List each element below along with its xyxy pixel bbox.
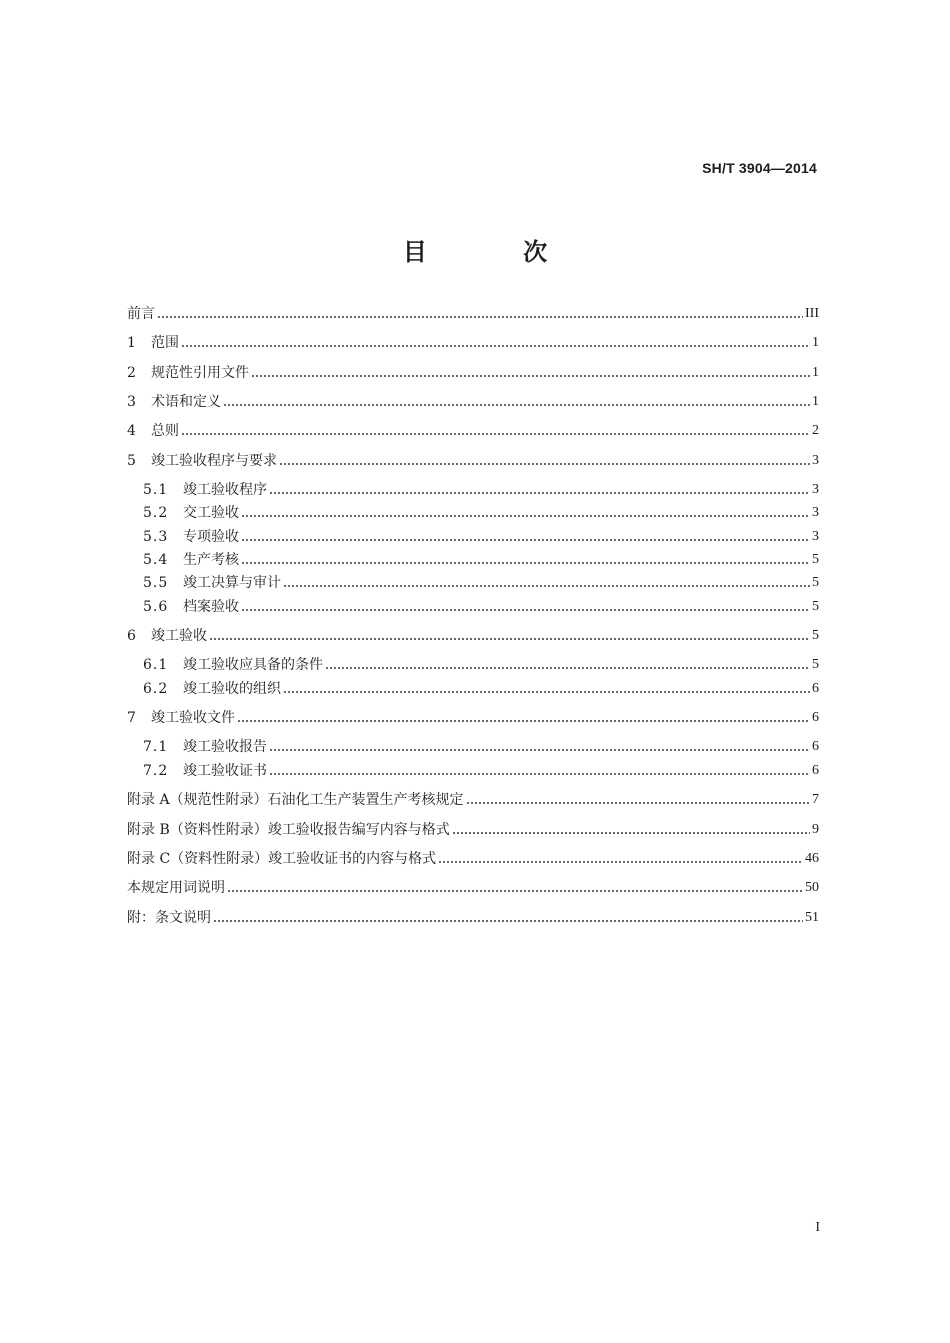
toc-entry-label: 档案验收 <box>183 599 239 615</box>
toc-entry-5-2[interactable] <box>143 501 819 525</box>
toc-entry-number: 1 <box>127 335 136 351</box>
toc-entry-page: 5 <box>812 599 819 614</box>
toc-entry-page: 6 <box>812 739 819 754</box>
leader-dots <box>213 920 803 922</box>
toc-entry-label: 规范性引用文件 <box>151 365 249 381</box>
toc-entry-label: 术语和定义 <box>151 394 221 410</box>
toc-entry-number: 3 <box>127 394 136 410</box>
toc-entry-page: 7 <box>812 792 819 807</box>
toc-entry-number: 7.2 <box>143 763 169 779</box>
toc-entry-5-3[interactable] <box>143 525 819 549</box>
toc-entry-label: 附录 A（规范性附录）石油化工生产装置生产考核规定 <box>127 792 464 808</box>
toc-entry-page: 3 <box>812 505 819 520</box>
toc-entry-label: 竣工验收 <box>151 628 207 644</box>
page-number: I <box>815 1220 820 1235</box>
toc-entry-2[interactable] <box>127 361 819 385</box>
toc-entry-page: 3 <box>812 529 819 544</box>
toc-entry-number: 5.3 <box>143 529 169 545</box>
toc-entry-5-5[interactable] <box>143 571 819 595</box>
toc-entry-label: 竣工验收文件 <box>151 710 235 726</box>
toc-entry-number: 5.2 <box>143 505 169 521</box>
leader-dots <box>466 802 810 804</box>
leader-dots <box>283 585 810 587</box>
toc-entry-label: 竣工验收程序 <box>183 482 267 498</box>
leader-dots <box>237 720 810 722</box>
toc-entry-page: 6 <box>812 763 819 778</box>
toc-entry-5-4[interactable] <box>143 548 819 572</box>
toc-entry-label: 竣工验收的组织 <box>183 681 281 697</box>
toc-entry-label: 生产考核 <box>183 552 239 568</box>
toc-entry-number: 5.5 <box>143 575 169 591</box>
toc-entry-page: 9 <box>812 822 819 837</box>
toc-entry-label: 范围 <box>151 335 179 351</box>
toc-entry-foreword[interactable] <box>127 302 819 326</box>
toc-entry-page: III <box>805 306 819 321</box>
toc-entry-5-6[interactable] <box>143 595 819 619</box>
leader-dots <box>279 463 810 465</box>
toc-entry-number: 5 <box>127 453 136 469</box>
toc-entry-label: 竣工验收程序与要求 <box>151 453 277 469</box>
toc-entry-page: 5 <box>812 628 819 643</box>
toc-entry-label: 竣工决算与审计 <box>183 575 281 591</box>
leader-dots <box>269 492 810 494</box>
toc-entry-annex-c[interactable] <box>127 847 819 871</box>
toc-entry-label: 竣工验收报告 <box>183 739 267 755</box>
toc-entry-label: 前言 <box>127 306 155 322</box>
toc-entry-page: 1 <box>812 394 819 409</box>
leader-dots <box>181 433 810 435</box>
toc-entry-number: 4 <box>127 423 136 439</box>
toc-entry-page: 5 <box>812 657 819 672</box>
toc-entry-1[interactable] <box>127 331 819 355</box>
toc-entry-number: 2 <box>127 365 136 381</box>
page-title: 目 次 <box>402 238 592 266</box>
toc-entry-4[interactable] <box>127 419 819 443</box>
toc-entry-number: 6 <box>127 628 136 644</box>
leader-dots <box>269 749 810 751</box>
toc-entry-page: 5 <box>812 552 819 567</box>
leader-dots <box>181 345 810 347</box>
toc-entry-page: 1 <box>812 335 819 350</box>
leader-dots <box>452 832 810 834</box>
toc-entry-7-2[interactable] <box>143 759 819 783</box>
toc-entry-label: 竣工验收应具备的条件 <box>183 657 323 673</box>
toc-entry-page: 51 <box>805 910 819 925</box>
toc-entry-6-2[interactable] <box>143 677 819 701</box>
toc-entry-label: 交工验收 <box>183 505 239 521</box>
leader-dots <box>269 773 810 775</box>
toc-entry-annex-b[interactable] <box>127 818 819 842</box>
toc-entry-page: 1 <box>812 365 819 380</box>
leader-dots <box>241 609 810 611</box>
toc-entry-7[interactable] <box>127 706 819 730</box>
leader-dots <box>227 890 803 892</box>
leader-dots <box>438 861 803 863</box>
toc-entry-page: 6 <box>812 681 819 696</box>
toc-entry-page: 2 <box>812 423 819 438</box>
toc-entry-number: 5.6 <box>143 599 169 615</box>
leader-dots <box>157 316 803 318</box>
toc-entry-label: 竣工验收证书 <box>183 763 267 779</box>
toc-entry-5[interactable] <box>127 449 819 473</box>
toc-entry-number: 5.4 <box>143 552 169 568</box>
toc-entry-page: 6 <box>812 710 819 725</box>
toc-entry-6[interactable] <box>127 624 819 648</box>
toc-entry-3[interactable] <box>127 390 819 414</box>
leader-dots <box>223 404 810 406</box>
toc-entry-label: 附：条文说明 <box>127 910 211 926</box>
leader-dots <box>241 515 810 517</box>
toc-entry-explanation[interactable] <box>127 906 819 930</box>
toc-entry-label: 专项验收 <box>183 529 239 545</box>
toc-entry-page: 5 <box>812 575 819 590</box>
leader-dots <box>241 562 810 564</box>
toc-entry-label: 总则 <box>151 423 179 439</box>
toc-entry-number: 7.1 <box>143 739 169 755</box>
toc-entry-annex-a[interactable] <box>127 788 819 812</box>
leader-dots <box>283 691 810 693</box>
toc-entry-page: 50 <box>805 880 819 895</box>
leader-dots <box>325 667 810 669</box>
document-code: SH/T 3904—2014 <box>702 160 817 176</box>
toc-entry-number: 5.1 <box>143 482 169 498</box>
toc-entry-page: 3 <box>812 453 819 468</box>
toc-entry-7-1[interactable] <box>143 735 819 759</box>
toc-entry-number: 6.2 <box>143 681 169 697</box>
leader-dots <box>209 638 810 640</box>
toc-entry-label: 附录 C（资料性附录）竣工验收证书的内容与格式 <box>127 851 437 867</box>
toc-entry-number: 6.1 <box>143 657 169 673</box>
toc-entry-label: 本规定用词说明 <box>127 880 225 896</box>
leader-dots <box>251 375 810 377</box>
toc-entry-5-1[interactable] <box>143 478 819 502</box>
toc-entry-label: 附录 B（资料性附录）竣工验收报告编写内容与格式 <box>127 822 450 838</box>
toc-entry-page: 3 <box>812 482 819 497</box>
toc-entry-wording[interactable] <box>127 876 819 900</box>
toc-entry-page: 46 <box>805 851 819 866</box>
toc-entry-number: 7 <box>127 710 136 726</box>
toc-entry-6-1[interactable] <box>143 653 819 677</box>
leader-dots <box>241 539 810 541</box>
